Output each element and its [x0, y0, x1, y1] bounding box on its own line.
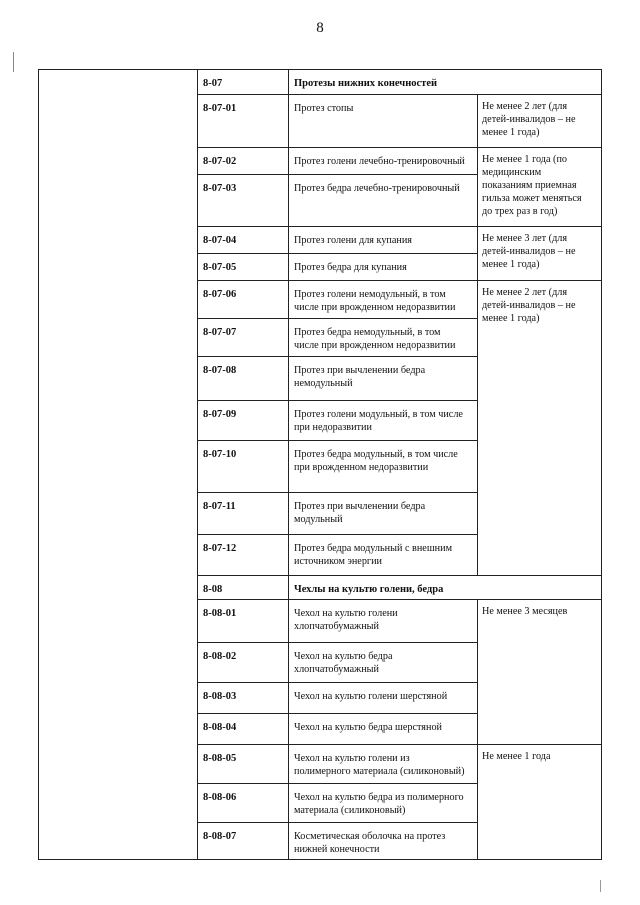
item-code [203, 650, 284, 663]
row-line [197, 440, 478, 441]
item-code [203, 326, 284, 339]
item-name-line: Чехол на культю голени из [294, 753, 410, 764]
item-name [294, 607, 473, 633]
section-title [294, 583, 597, 596]
item-code [203, 791, 284, 804]
service-term-line: до трех раз в год) [482, 206, 558, 217]
item-name [294, 721, 473, 734]
service-term [482, 153, 597, 218]
item-name-line: Чехол на культю бедра [294, 651, 393, 662]
item-code [203, 182, 284, 195]
item-name [294, 830, 473, 856]
item-code-line: 8-07-01 [203, 103, 237, 114]
column-line [477, 599, 478, 859]
service-term-line: менее 1 года) [482, 313, 540, 324]
row-line [197, 599, 602, 600]
table-border-left [38, 69, 39, 859]
row-line [197, 94, 602, 95]
row-line [197, 400, 478, 401]
item-name-line: Протез бедра лечебно-тренировочный [294, 183, 460, 194]
item-name-line: Косметическая оболочка на протез [294, 831, 446, 842]
item-name-line: модульный [294, 514, 343, 525]
item-name [294, 155, 473, 168]
item-name-line: Протез бедра немодульный, в том [294, 327, 441, 338]
section-title-line: Протезы нижних конечностей [294, 78, 438, 89]
item-code [203, 102, 284, 115]
service-term-line: детей-инвалидов – не [482, 114, 576, 125]
item-code-line: 8-08-02 [203, 651, 237, 662]
item-name-line: при врожденном недоразвитии [294, 462, 429, 473]
item-code-line: 8-08-05 [203, 753, 237, 764]
item-code [203, 408, 284, 421]
row-line [197, 783, 478, 784]
item-code-line: 8-08-04 [203, 722, 237, 733]
column-line [197, 69, 198, 859]
item-name-line: Чехол на культю бедра из полимерного [294, 792, 464, 803]
item-code-line: 8-07-04 [203, 235, 237, 246]
service-term-line: Не менее 3 лет (для [482, 233, 568, 244]
table-border-bottom [38, 859, 602, 860]
service-term-line: Не менее 3 месяцев [482, 606, 568, 617]
item-code-line: 8-08-03 [203, 691, 237, 702]
item-code-line: 8-07-08 [203, 365, 237, 376]
row-line [197, 682, 478, 683]
item-code-line: 8-07-09 [203, 409, 237, 420]
item-name-line: числе при врожденном недоразвитии [294, 340, 456, 351]
item-name-line: Протез бедра для купания [294, 262, 407, 273]
item-name [294, 234, 473, 247]
item-name [294, 182, 473, 195]
item-name [294, 261, 473, 274]
row-line [197, 280, 602, 281]
item-code-line: 8-07-02 [203, 156, 237, 167]
item-name-line: хлопчатобумажный [294, 621, 379, 632]
row-line [197, 822, 478, 823]
item-name-line: Протез голени немодульный, в том [294, 289, 446, 300]
row-line [197, 642, 478, 643]
item-name-line: при недоразвитии [294, 422, 372, 433]
item-name-line: Чехол на культю голени [294, 608, 398, 619]
item-name [294, 500, 473, 526]
item-name-line: Протез стопы [294, 103, 354, 114]
item-code-line: 8-08-07 [203, 831, 237, 842]
section-code-line: 8-08 [203, 584, 223, 595]
item-code [203, 542, 284, 555]
item-name-line: хлопчатобумажный [294, 664, 379, 675]
service-term [482, 100, 597, 139]
item-name-line: источником энергии [294, 556, 382, 567]
section-code-line: 8-07 [203, 78, 223, 89]
item-code [203, 690, 284, 703]
item-name-line: Протез голени лечебно-тренировочный [294, 156, 465, 167]
item-name [294, 690, 473, 703]
service-term [482, 750, 597, 763]
item-name [294, 752, 473, 778]
section-title-line: Чехлы на культю голени, бедра [294, 584, 444, 595]
service-term-line: менее 1 года) [482, 259, 540, 270]
item-code [203, 155, 284, 168]
service-term [482, 232, 597, 271]
service-term-line: показаниям приемная [482, 180, 577, 191]
row-line [197, 174, 478, 175]
table-border-top [38, 69, 602, 70]
service-term-line: менее 1 года) [482, 127, 540, 138]
item-name-line: Протез голени для купания [294, 235, 412, 246]
column-line [477, 94, 478, 575]
item-code [203, 500, 284, 513]
service-term-line: Не менее 1 года [482, 751, 551, 762]
row-line [197, 713, 478, 714]
section-code [203, 77, 284, 90]
item-name-line: Чехол на культю бедра шерстяной [294, 722, 442, 733]
row-line [197, 744, 602, 745]
item-code-line: 8-07-06 [203, 289, 237, 300]
row-line [197, 147, 602, 148]
item-name [294, 791, 473, 817]
item-name [294, 448, 473, 474]
service-term-line: Не менее 1 года (по [482, 154, 567, 165]
item-code [203, 448, 284, 461]
item-code-line: 8-07-03 [203, 183, 237, 194]
item-name [294, 364, 473, 390]
row-line [197, 356, 478, 357]
item-code-line: 8-08-06 [203, 792, 237, 803]
item-name-line: Протез бедра модульный с внешним [294, 543, 453, 554]
service-term-line: детей-инвалидов – не [482, 300, 576, 311]
item-code [203, 364, 284, 377]
item-code-line: 8-07-11 [203, 501, 236, 512]
item-name-line: Протез голени модульный, в том числе [294, 409, 463, 420]
item-code [203, 234, 284, 247]
item-code [203, 261, 284, 274]
row-line [197, 226, 602, 227]
table-border-right [601, 69, 602, 859]
service-term [482, 286, 597, 325]
item-name-line: Протез при вычленении бедра [294, 501, 426, 512]
row-line [197, 575, 602, 576]
item-name-line: Чехол на культю голени шерстяной [294, 691, 448, 702]
item-name [294, 102, 473, 115]
item-code [203, 752, 284, 765]
scan-corner-mark [600, 880, 615, 892]
service-term [482, 605, 597, 618]
service-term-line: детей-инвалидов – не [482, 246, 576, 257]
item-name [294, 542, 473, 568]
item-name-line: нижней конечности [294, 844, 380, 855]
item-name-line: Протез при вычленении бедра [294, 365, 426, 376]
item-name-line: материала (силиконовый) [294, 805, 406, 816]
service-term-line: гильза может меняться [482, 193, 582, 204]
item-name [294, 326, 473, 352]
section-title [294, 77, 597, 90]
item-code [203, 288, 284, 301]
item-code-line: 8-07-05 [203, 262, 237, 273]
item-code [203, 721, 284, 734]
row-line [197, 492, 478, 493]
page-number: 8 [316, 20, 324, 36]
item-code-line: 8-08-01 [203, 608, 237, 619]
item-name-line: немодульный [294, 378, 353, 389]
item-name [294, 408, 473, 434]
service-term-line: медицинским [482, 167, 542, 178]
item-name-line: Протез бедра модульный, в том числе [294, 449, 458, 460]
item-code [203, 607, 284, 620]
item-name-line: полимерного материала (силиконовый) [294, 766, 465, 777]
item-code-line: 8-07-07 [203, 327, 237, 338]
item-name [294, 650, 473, 676]
item-name-line: числе при врожденном недоразвитии [294, 302, 456, 313]
row-line [197, 318, 478, 319]
service-term-line: Не менее 2 лет (для [482, 287, 568, 298]
column-line [288, 69, 289, 859]
item-code [203, 830, 284, 843]
scan-margin-mark [13, 52, 14, 72]
service-term-line: Не менее 2 лет (для [482, 101, 568, 112]
item-name [294, 288, 473, 314]
section-code [203, 583, 284, 596]
row-line [197, 534, 478, 535]
item-code-line: 8-07-10 [203, 449, 237, 460]
row-line [197, 253, 478, 254]
item-code-line: 8-07-12 [203, 543, 237, 554]
